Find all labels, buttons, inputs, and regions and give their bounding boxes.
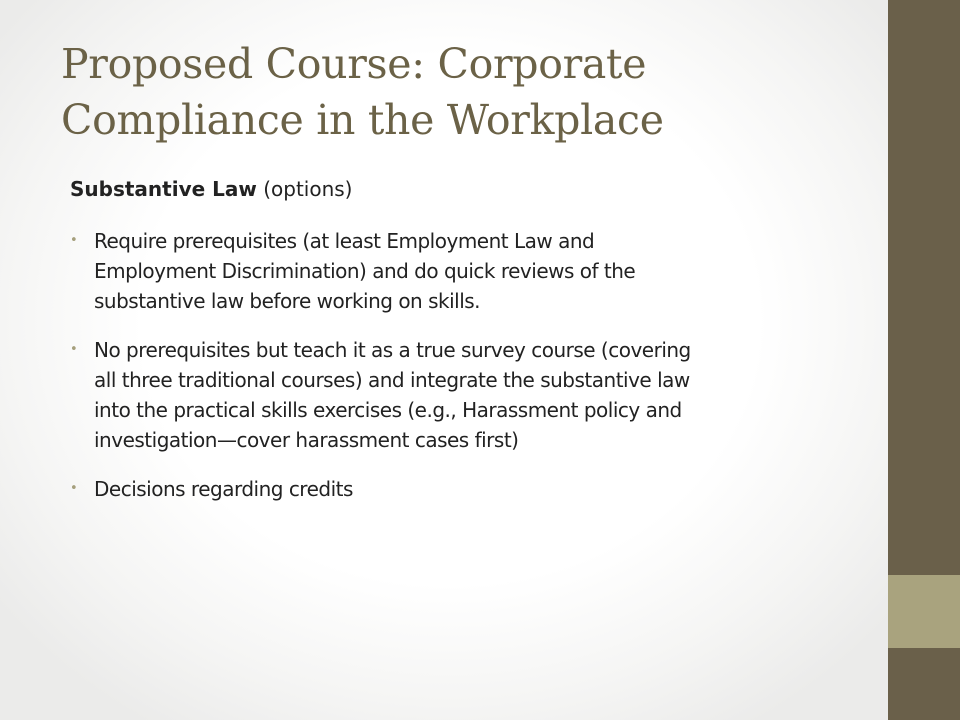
slide-body (70, 174, 870, 523)
bullet-list (70, 226, 870, 504)
heading-rest-text: (options) (256, 177, 353, 201)
bullet-dot-icon: • (70, 233, 78, 248)
heading-bold-text: Substantive Law (70, 177, 257, 201)
bullet-item (70, 474, 870, 504)
bullet-dot-icon: • (70, 481, 78, 496)
bullet-text-line: into the practical skills exercises (e.g., Harassment policy and (94, 398, 682, 422)
sidebar-bar-accent (888, 575, 960, 648)
sidebar-bar-bottom (888, 648, 960, 720)
bullet-text-line: substantive law before working on skills. (94, 289, 481, 313)
title-line-1: Proposed Course: Corporate (61, 40, 647, 88)
bullet-item (70, 335, 870, 455)
bullet-text-line: Employment Discrimination) and do quick reviews of the (94, 259, 636, 283)
slide-title (61, 36, 861, 148)
bullet-text-line: Decisions regarding credits (94, 477, 353, 501)
bullet-text-line: No prerequisites but teach it as a true survey course (covering (94, 338, 691, 362)
title-line-2: Compliance in the Workplace (61, 96, 664, 144)
bullet-text-line: investigation—cover harassment cases first) (94, 428, 519, 452)
bullet-text-line: Require prerequisites (at least Employment Law and (94, 229, 595, 253)
sidebar-bar-top (888, 0, 960, 575)
bullet-item (70, 226, 870, 316)
bullet-text-line: all three traditional courses) and integrate the substantive law (94, 368, 690, 392)
section-heading (70, 174, 870, 204)
bullet-dot-icon: • (70, 342, 78, 357)
